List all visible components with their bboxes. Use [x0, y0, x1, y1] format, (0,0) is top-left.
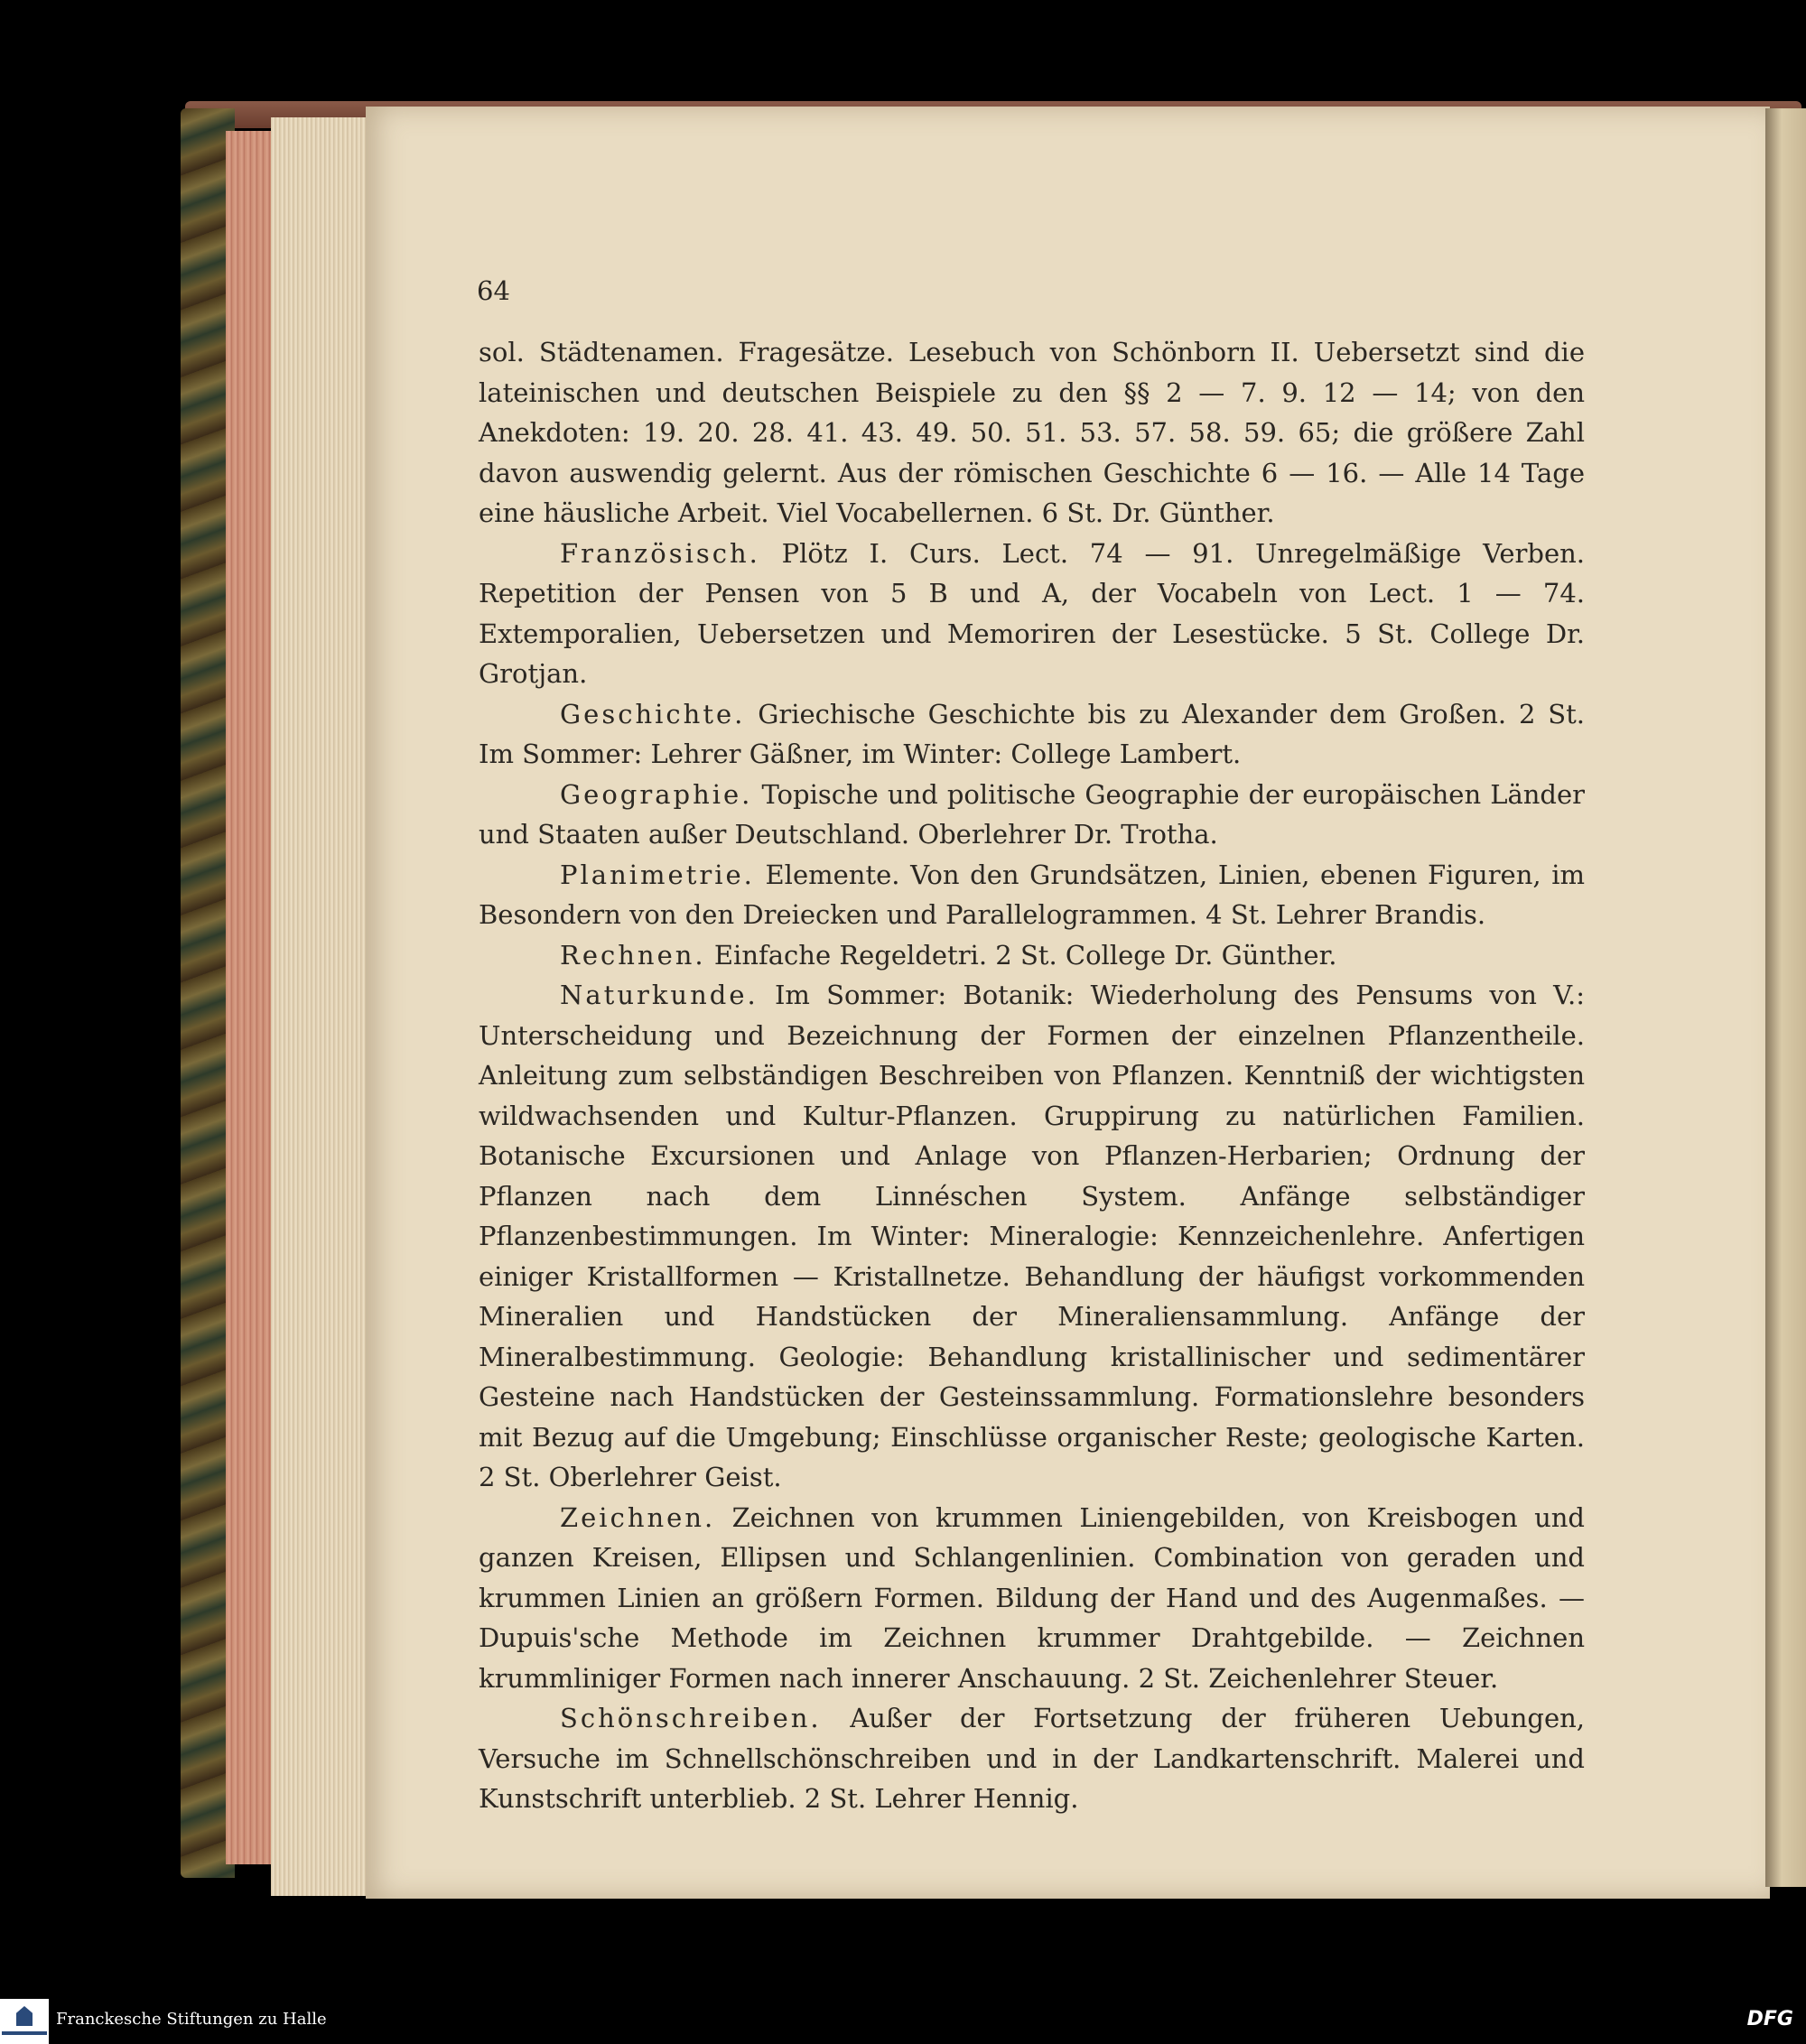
subject-heading: Schönschreiben.: [560, 1703, 822, 1733]
building-icon: [16, 2006, 33, 2026]
page-text: [479, 332, 1585, 1819]
subject-heading: Rechnen.: [560, 939, 706, 971]
institution-name[interactable]: Franckesche Stiftungen zu Halle: [56, 2010, 327, 2029]
paragraph-text: Griechische Geschichte bis zu Alexander dem Großen. 2 St. Im Sommer: Lehrer Gäßner, im Winter: College Lambert.: [479, 698, 1585, 769]
paragraph-text: Außer der Fortsetzung der früheren Uebungen, Versuche im Schnellschönschreiben und in der Landkartenschrift. Malerei und Kunstschrift unterblieb. 2 St. Lehrer Hennig.: [479, 1703, 1586, 1814]
subject-heading: Naturkunde.: [560, 980, 759, 1010]
paragraph-geographie: [479, 775, 1585, 855]
page-number: 64: [477, 275, 510, 306]
paragraph-naturkunde: [479, 975, 1585, 1498]
page-edge-red: [226, 131, 271, 1864]
dfg-logo[interactable]: DFG: [1746, 2008, 1793, 2030]
facing-page-edge: [1765, 108, 1806, 1887]
paragraph-text: Einfache Regeldetri. 2 St. College Dr. Günther.: [713, 939, 1337, 971]
page-stack-edge: [271, 117, 370, 1896]
logo-caption-bar: [2, 2031, 47, 2035]
paragraph-text: Topische und politische Geographie der europäischen Länder und Staaten außer Deutschland. Oberlehrer Dr. Trotha.: [479, 778, 1586, 850]
viewer-footer: [0, 1999, 1806, 2044]
paragraph-text: sol. Städtenamen. Fragesätze. Lesebuch von Schönborn II. Uebersetzt sind die lateinischen und deutschen Beispiele zu den §§ 2 — 7. 9. 12 — 14; von den Anekdoten: 19. 20. 28. 41. 43. 49. 50. 51. 53. 57. 58. 59. 65; die größere Zahl davon auswendig gelernt. Aus der römischen Geschichte 6 — 16. — Alle 14 Tage eine häusliche Arbeit. Viel Vocabellernen. 6 St. Dr. Günther.: [479, 337, 1585, 528]
subject-heading: Französisch.: [560, 537, 760, 569]
paragraph-geschichte: [479, 694, 1585, 775]
paragraph-text: Zeichnen von krummen Liniengebilden, von Kreisbogen und ganzen Kreisen, Ellipsen und Schlangenlinien. Combination von geraden und krummen Linien an größern Formen. Bildung der Hand und des Augenmaßes. — Dupuis'sche Methode im Zeichnen krummer Drahtgebilde. — Zeichnen krummliniger Formen nach innerer Anschauung. 2 St. Zeichenlehrer Steuer.: [479, 1501, 1586, 1694]
subject-heading: Zeichnen.: [560, 1501, 716, 1533]
subject-heading: Planimetrie.: [560, 859, 755, 890]
paragraph-planimetrie: [479, 855, 1585, 935]
institution-logo[interactable]: [0, 1999, 49, 2044]
paragraph-text: Elemente. Von den Grundsätzen, Linien, ebenen Figuren, im Besondern von den Dreiecken und Parallelogrammen. 4 St. Lehrer Brandis.: [479, 859, 1586, 930]
subject-heading: Geschichte.: [560, 698, 746, 729]
paragraph-schoenschreiben: [479, 1698, 1585, 1819]
paragraph-text: Im Sommer: Botanik: Wiederholung des Pensums von V.: Unterscheidung und Bezeichnung der Formen der einzelnen Pflanzentheile. Anleitung zum selbständigen Beschreiben von Pflanzen. Kenntniß der wichtigsten wildwachsenden und Kultur-Pflanzen. Gruppirung zu natürlichen Familien. Botanische Excursionen und Anlage von Pflanzen-Herbarien; Ordnung der Pflanzen nach dem Linnéschen System. Anfänge selbständiger Pflanzenbestimmungen. Im Winter: Mineralogie: Kennzeichenlehre. Anfertigen einiger Kristallformen — Kristallnetze. Behandlung der häufigst vorkommenden Mineralien und Handstücken der Mineraliensammlung. Anfänge der Mineralbestimmung. Geologie: Behandlung kristallinischer und sedimentärer Gesteine nach Handstücken der Gesteinssammlung. Formationslehre besonders mit Bezug auf die Umgebung; Einschlüsse organischer Reste; geologische Karten. 2 St. Oberlehrer Geist.: [479, 980, 1586, 1492]
paragraph-franzoesisch: [479, 534, 1585, 694]
paragraph-latin-continuation: [479, 332, 1585, 534]
paragraph-rechnen: [479, 935, 1585, 976]
subject-heading: Geographie.: [560, 778, 753, 810]
paragraph-text: Plötz I. Curs. Lect. 74 — 91. Unregelmäßige Verben. Repetition der Pensen von 5 B und A, der Vocabeln von Lect. 1 — 74. Extemporalien, Uebersetzen und Memoriren der Lesestücke. 5 St. College Dr. Grotjan.: [479, 537, 1586, 689]
paragraph-zeichnen: [479, 1498, 1585, 1699]
